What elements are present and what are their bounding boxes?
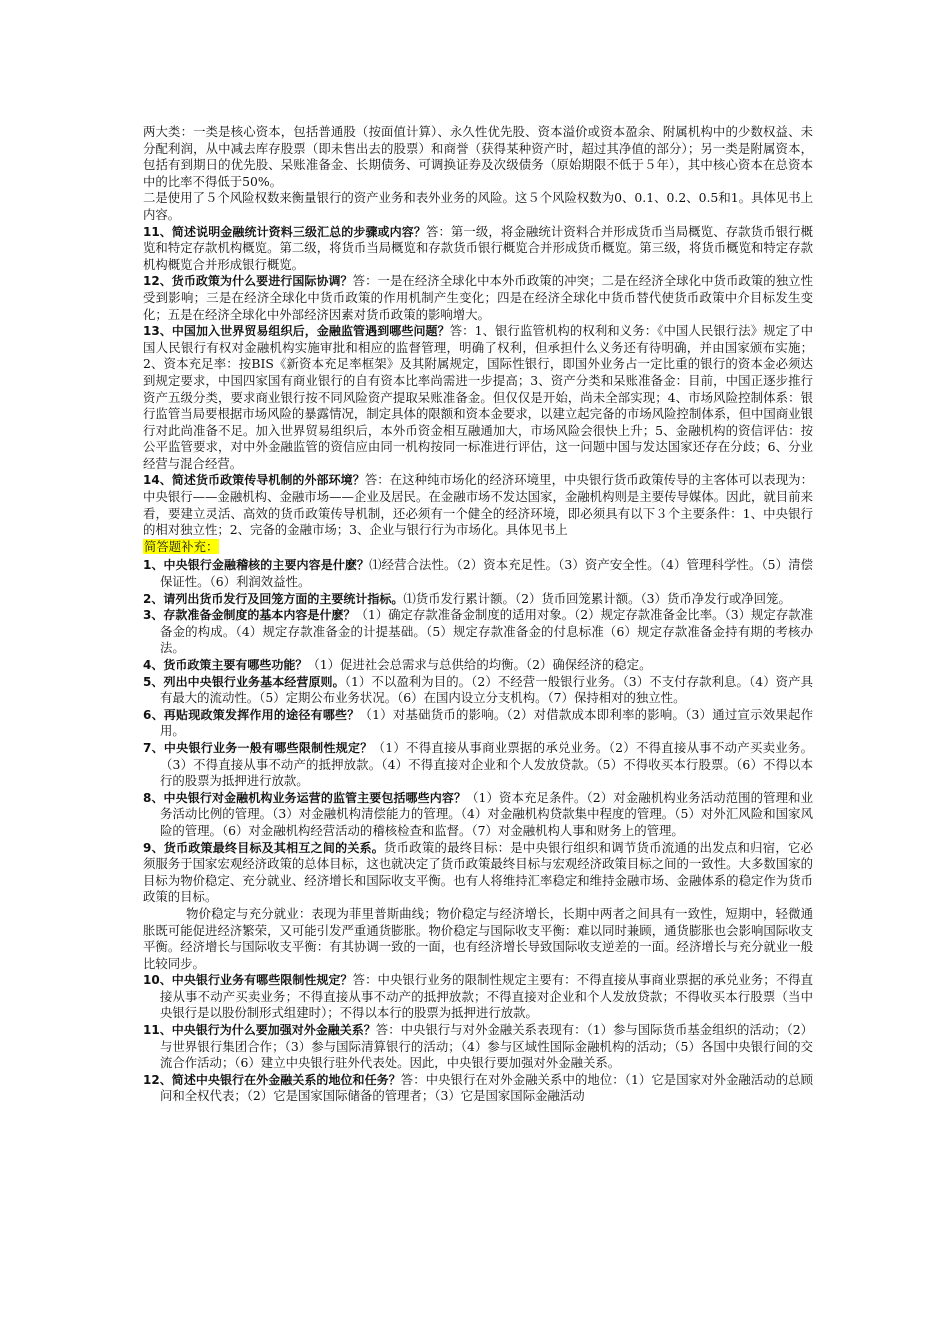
supp-question-11 [143, 1022, 813, 1072]
question-label: 12、货币政策为什么要进行国际协调？ [143, 274, 353, 289]
document-page [143, 124, 813, 1105]
supp-question-9 [143, 840, 813, 906]
answer-text: ⑴经营合法性。（2）资本充足性。（3）资产安全性。（4）管理科学性。（5）清偿保证性。（6）利润效益性。 [160, 557, 814, 590]
question-label: 1、中央银行金融稽核的主要内容是什麽？ [143, 558, 370, 573]
question-label: 12、简述中央银行在外金融关系的地位和任务？ [143, 1072, 401, 1087]
question-13-wto-supervision [143, 323, 813, 472]
question-label: 11、简述说明金融统计资料三级汇总的步骤或内容？ [143, 224, 426, 239]
answer-text: 二是使用了５个风险权数来衡量银行的资产业务和表外业务的风险。这５个风险权数为0、0.1、0.2、0.5和1。具体见书上内容。 [143, 190, 813, 222]
answer-text: 物价稳定与充分就业：表现为菲里普斯曲线；物价稳定与经济增长，长期中两者之间具有一致性，短期中，轻微通胀既可能促进经济繁荣，又可能引发严重通货膨胀。物价稳定与国际收支平衡：难以同时兼顾，通货膨胀也会影响国际收支平衡。经济增长与国际收支平衡：有其协调一致的一面，也有经济增长导致国际收支逆差的一面。经济增长与充分就业一般比较同步。 [143, 905, 813, 971]
answer-text: 答：在这种纯市场化的经济环境里，中央银行货币政策传导的主客体可以表现为：中央银行——金融机构、金融市场——企业及居民。在金融市场不发达国家，金融机构则是主要传导媒体。因此，就目前来看，要建立灵活、高效的货币政策传导机制，还必须有一个健全的经济环境，即必须具有以下３个主要条件：1、中央银行的相对独立性；2、完备的金融市场；3、企业与银行行为市场化。具体见书上 [143, 472, 814, 538]
supp-question-10 [143, 972, 813, 1022]
answer-text: （1）资本充足条件。（2）对金融机构业务活动范围的管理和业务活动比例的管理。（3）对金融机构清偿能力的管理。（4）对金融机构贷款集中程度的管理。（5）对外汇风险和国家风险的管理。（6）对金融机构经营活动的稽核检查和监督。（7）对金融机构人事和财务上的管理。 [160, 789, 813, 838]
answer-text: 答：1、银行监管机构的权利和义务：《中国人民银行法》规定了中国人民银行有权对金融机构实施审批和相应的监督管理，明确了权利，但承担什么义务还有待明确，并由国家颁布实施；2、资本充足率：按BIS《新资本充足率框架》及其附属规定，国际性银行，即国外业务占一定比重的银行的资本金必须达到规定要求，中国四家国有商业银行的自有资本比率尚需进一步提高；3、资产分类和呆账准备金：目前，中国正逐步推行资产五级分类，要求商业银行按不同风险资产提取呆账准备金。但仅仅是开始，尚未全部实现；4、市场风险控制体系：银行监管当局要根据市场风险的暴露情况，制定具体的限额和资本金要求，以建立起完备的市场风险控制体系，但中国商业银行对此尚准备不足。加入世界贸易组织后，本外币资金相互融通加大，市场风险会很快上升；5、金融机构的资信评估：按公平监管要求，对中外金融监管的资信应由同一机构按同一标准进行评估，这一问题中国与发达国家还存在分歧；6、分业经营与混合经营。 [143, 323, 813, 471]
answer-text: 答：中央银行业务的限制性规定主要有：不得直接从事商业票据的承兑业务；不得直接从事不动产买卖业务；不得直接从事不动产的抵押放款；不得直接对企业和个人发放贷款；不得收买本行股票（当中央银行是以股份制形式组建时）；不得以本行的股票为抵押进行放款。 [160, 972, 814, 1021]
supp-question-3 [143, 607, 813, 657]
question-14-transmission [143, 472, 813, 538]
answer-text: 答：第一级，将金融统计资料合并形成货币当局概览、存款货币银行概览和特定存款机构概览。第二级，将货币当局概览和存款货币银行概览合并形成货币概览。第三级，将货币概览和特定存款机构概览合并形成银行概览。 [143, 223, 813, 272]
answer-text: （1）对基础货币的影响。（2）对借款成本即利率的影响。（3）通过宣示效果起作用。 [160, 706, 813, 739]
supp-question-8 [143, 790, 813, 840]
answer-text: 两大类：一类是核心资本，包括普通股（按面值计算）、永久性优先股、资本溢价或资本盈余、附属机构中的少数权益、未分配利润，从中减去库存股票（即未售出去的股票）和商誉（获得某种资产时，超过其净值的部分）；另一类是附属资本，包括有到期日的优先股、呆账准备金、长期债务、可调换证券及次级债务（原始期限不低于５年），其中核心资本在总资本中的比率不得低于50%。 [143, 124, 813, 189]
question-label: 3、存款准备金制度的基本内容是什麽？ [143, 608, 356, 623]
question-label: 6、再贴现政策发挥作用的途径有哪些？ [143, 707, 360, 722]
question-label: 7、中央银行业务一般有哪些限制性规定？ [143, 740, 373, 755]
question-label: 4、货币政策主要有哪些功能？ [143, 658, 308, 672]
answer-text: 答：中央银行在对外金融关系中的地位：（1）它是国家对外金融活动的总顾问和全权代表；（2）它是国家国际储备的管理者；（3）它是国家国际金融活动 [160, 1071, 814, 1104]
supp-question-4 [143, 657, 813, 674]
supp-question-2 [143, 591, 813, 608]
supplement-highlight: 简答题补充： [144, 538, 219, 554]
answer-text: （1）确定存款准备金制度的适用对象。（2）规定存款准备金比率。（3）规定存款准备金的构成。（4）规定存款准备金的计提基础。（5）规定存款准备金的付息标准（6）规定存款准备金持有期的考核办法。 [160, 607, 814, 656]
answer-text: 答：一是在经济全球化中本外币政策的冲突；二是在经济全球化中货币政策的独立性受到影响；三是在经济全球化中货币政策的作用机制产生变化；四是在经济全球化中货币替代使货币政策中介目标发生变化；五是在经济全球化中外部经济因素对货币政策的影响增大。 [143, 273, 814, 322]
supp-question-6 [143, 707, 813, 740]
answer-text: （1）不得直接从事商业票据的承兑业务。（2）不得直接从事不动产买卖业务。（3）不得直接从事不动产的抵押放款。（4）不得直接对企业和个人发放贷款。（5）不得收买本行股票。（6）不得以本行的股票为抵押进行放款。 [160, 739, 813, 789]
paragraph-capital-tiers [143, 124, 813, 190]
question-label: 8、中央银行对金融机构业务运营的监管主要包括哪些内容？ [143, 790, 467, 805]
supp-question-5 [143, 674, 813, 707]
question-label: 5、列出中央银行业务基本经营原则。 [143, 674, 345, 689]
question-label: 2、请列出货币发行及回笼方面的主要统计指标。 [143, 591, 404, 606]
answer-text: 货币政策的最终目标：是中央银行组织和调节货币流通的出发点和归宿，它必须服务于国家宏观经济政策的总体目标，这也就决定了货币政策最终目标与宏观经济政策目标之间的一致性。大多数国家的目标为物价稳定、充分就业、经济增长和国际收支平衡。也有人将维持汇率稳定和维持金融市场、金融体系的稳定作为货币政策的目标。 [143, 839, 813, 905]
question-label: 10、中央银行业务有哪些限制性规定？ [143, 973, 353, 988]
answer-text: ⑴货币发行累计额。（2）货币回笼累计额。（3）货币净发行或净回笼。 [403, 590, 791, 606]
question-label: 9、货币政策最终目标及其相互之间的关系。 [143, 840, 385, 855]
answer-text: （1）促进社会总需求与总供给的均衡。（2）确保经济的稳定。 [307, 657, 652, 672]
supp-question-12 [143, 1072, 813, 1105]
question-11-statistics [143, 224, 813, 274]
question-label: 14、简述货币政策传导机制的外部环境？ [143, 473, 365, 488]
question-label: 11、中央银行为什么要加强对外金融关系？ [143, 1023, 376, 1038]
supp-question-7 [143, 740, 813, 790]
paragraph-risk-weights [143, 190, 813, 223]
question-12-policy-coordination [143, 273, 813, 323]
supp-question-1 [143, 557, 813, 590]
answer-text: 答：中央银行与对外金融关系表现有：（1）参与国际货币基金组织的活动；（2）与世界银行集团合作；（3）参与国际清算银行的活动；（4）参与区域性国际金融机构的活动；（5）各国中央银行间的交流合作活动；（6）建立中央银行驻外代表处。因此，中央银行要加强对外金融关系。 [160, 1022, 813, 1071]
supplement-heading [143, 539, 813, 556]
question-label: 13、中国加入世界贸易组织后，金融监管遇到哪些问题？ [143, 324, 450, 339]
answer-text: （1）不以盈利为目的。（2）不经营一般银行业务。（3）不支付存款利息。（4）资产具有最大的流动性。（5）定期公布业务状况。（6）在国内设立分支机构。（7）保持相对的独立性。 [160, 673, 813, 706]
supp-question-9-continued [143, 906, 813, 972]
